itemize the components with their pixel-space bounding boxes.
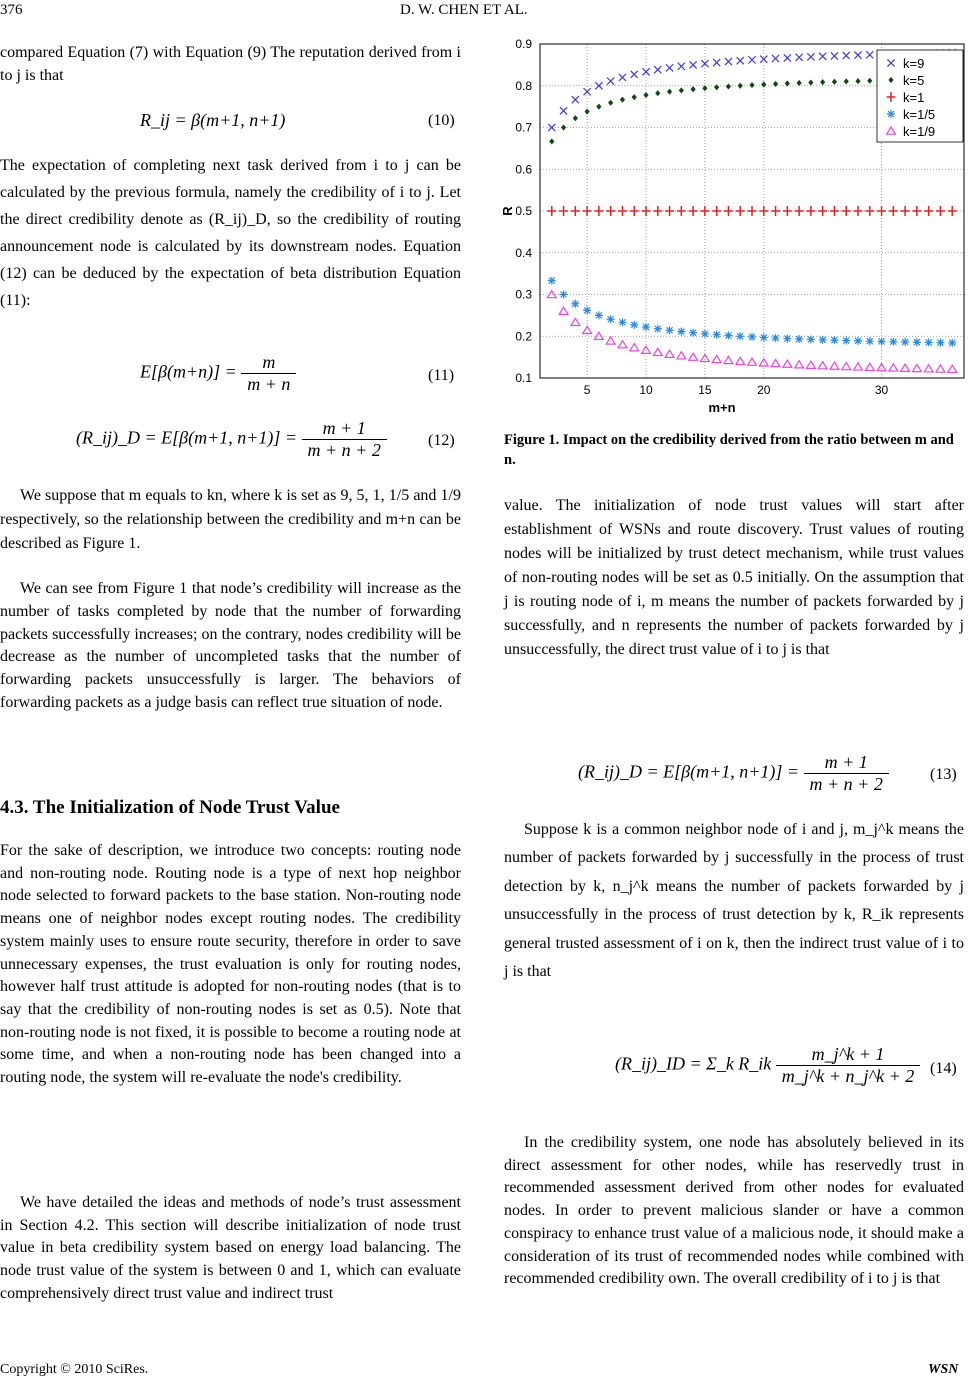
data-point [760,334,768,342]
data-point [677,328,685,336]
data-point [842,337,850,345]
data-point [772,334,780,342]
credibility-chart [500,36,965,456]
data-point [666,326,674,334]
right-paragraph-3: In the credibility system, one node has absolutely believed in its direct assessment for other nodes, while has reservedly trust in recommended assessment derived from other nodes for evaluated nodes. In order to prevent malicious slander or have a common conspiracy to enhance trust value of a malicious node, it should make a consideration of its trust of recommended nodes while combined with recommended credibility own. The overall credibility of i to j is that [504,1134,964,1288]
equation-11-fraction [241,352,296,395]
legend-marker [887,110,895,118]
data-point [571,300,579,308]
left-paragraph-1: compared Equation (7) with Equation (9) The reputation derived from i to j is that [0,44,461,84]
equation-13-number: (13) [930,766,957,783]
left-paragraph-6: We have detailed the ideas and methods of node’s trust assessment in Section 4.2. This section will describe initialization of node trust value in beta credibility system based on energy load balancing. The node trust value of the system is between 0 and 1, which can evaluate comprehensively direct trust value and indirect trust [0,1194,461,1302]
section-heading: 4.3. The Initialization of Node Trust Value [0,797,340,818]
equation-14-fraction [776,1044,920,1087]
right-paragraph-2: Suppose k is a common neighbor node of i and j, m_j^k means the number of packets forwarded by j successfully in the process of trust detection by k, n_j^k means the number of packets forwarded by j unsuccessfully in the process of trust detection by k, R_ik represents general trusted assessment of i on k, then the indirect trust value of i to j is that [504,821,964,981]
page-number: 376 [0,2,23,18]
data-point [889,338,897,346]
data-point [595,311,603,319]
data-point [807,335,815,343]
footer-copyright: Copyright © 2010 SciRes. [0,1362,149,1377]
y-tick-label: 0.4 [515,245,532,260]
data-point [936,339,944,347]
data-point [654,325,662,333]
data-point [630,321,638,329]
x-axis-label: m+n [708,400,736,415]
data-point [724,332,732,340]
left-paragraph-4: We can see from Figure 1 that node’s credibility will increase as the number of tasks completed by node that the number of forwarding packets successfully increases; on the contrary, nodes credibility will be decrease as the number of uncompleted tasks that the number of forwarding packets unsuccessfully is larger. The behaviors of forwarding packets as a judge basis can reflect true situation of node. [0,580,461,711]
x-tick-label: 10 [639,383,653,397]
data-point [913,338,921,346]
y-tick-label: 0.8 [515,78,532,93]
legend-label: k=1/9 [903,124,936,139]
y-tick-label: 0.2 [515,329,532,344]
equation-11-number: (11) [428,367,455,384]
data-point [713,331,721,339]
equation-11-numerator: m [241,352,296,374]
legend-label: k=1 [903,90,925,105]
right-paragraph-1: value. The initialization of node trust values will start after establishment of WSNs and route discovery. Trust values of routing nodes will be initialized by trust detect mechanism, while trust values of non-routing nodes will be set as 0.5 initially. On the assumption that j is routing node of i, m means the number of packets forwarded by j successfully, and n represents the number of packets forwarded by j unsuccessfully, the direct trust value of i to j is that [504,497,964,658]
data-point [642,323,650,331]
equation-13 [578,752,889,795]
equation-12-denominator: m + n + 2 [307,440,381,460]
data-point [701,330,709,338]
x-tick-label: 30 [874,383,889,397]
data-point [783,335,791,343]
y-tick-label: 0.3 [515,287,532,302]
equation-13-numerator: m + 1 [804,752,889,774]
x-tick-label: 5 [583,383,591,397]
x-tick-label: 15 [698,383,712,397]
legend-label: k=1/5 [903,107,936,122]
equation-14-number: (14) [930,1060,957,1077]
data-point [878,337,886,345]
data-point [854,337,862,345]
left-paragraph-5: For the sake of description, we introduce two concepts: routing node and non-routing node. Routing node is a type of next hop neighbor node selected to forward packets to the base station. Non-routing node means one of neighbor nodes except routing nodes. The credibility system mainly uses to ensure route security, therefore in order to save unnecessary expenses, the trust evaluation is only for routing nodes, however half trust attitude is adopted for non-routing nodes (that is to say that the credibility of non-routing nodes is set as 0.5). Note that non-routing node is not fixed, it is possible to become a routing node at some time, and when a non-routing node has been changed into a routing node, the system will re-evaluate the node's credibility. [0,842,461,1087]
equation-14-numerator: m_j^k + 1 [776,1044,920,1066]
equation-13-denominator: m + n + 2 [809,774,883,794]
legend-label: k=9 [903,56,925,71]
y-tick-label: 0.9 [515,37,532,51]
equation-12-fraction [302,418,387,461]
y-axis-label: R [500,206,515,216]
y-tick-label: 0.6 [515,162,532,177]
figure-caption: Figure 1. Impact on the credibility derived from the ratio between m and n. [504,432,954,468]
data-point [901,338,909,346]
y-tick-label: 0.7 [515,120,532,135]
y-tick-label: 0.1 [515,371,532,385]
data-point [618,318,626,326]
data-point [560,291,568,299]
equation-12 [76,418,387,461]
equation-10: R_ij = β(m+1, n+1) [140,110,286,130]
data-point [583,306,591,314]
equation-12-numerator: m + 1 [302,418,387,440]
data-point [925,338,933,346]
data-point [948,339,956,347]
data-point [736,332,744,340]
data-point [748,333,756,341]
data-point [548,277,556,285]
equation-12-number: (12) [428,432,455,449]
running-title: D. W. CHEN ET AL. [400,2,528,18]
equation-14 [615,1044,920,1087]
equation-11-denominator: m + n [247,374,291,394]
equation-14-denominator: m_j^k + n_j^k + 2 [781,1066,915,1086]
data-point [795,335,803,343]
data-point [830,336,838,344]
equation-14-lhs: (R_ij)_ID = Σ_k R_ik [615,1053,772,1074]
equation-11-lhs: E[β(m+n)] = [140,361,237,382]
left-paragraph-3: We suppose that m equals to kn, where k is set as 9, 5, 1, 1/5 and 1/9 respectively, so the relationship between the credibility and m+n can be described as Figure 1. [0,487,461,552]
equation-10-number: (10) [428,112,455,129]
data-point [607,315,615,323]
equation-13-lhs: (R_ij)_D = E[β(m+1, n+1)] = [578,761,800,782]
equation-12-lhs: (R_ij)_D = E[β(m+1, n+1)] = [76,427,298,448]
x-tick-label: 20 [757,383,771,397]
footer-journal: WSN [928,1362,959,1377]
data-point [866,337,874,345]
legend-label: k=5 [903,73,925,88]
left-paragraph-2: The expectation of completing next task derived from i to j can be calculated by the previous formula, namely the credibility of i to j. Let the direct credibility denote as (R_ij)_D, so the credibility of routing announcement node is calculated by its downstream nodes. Equation (12) can be deduced by the expectation of beta distribution Equation (11): [0,157,461,309]
equation-13-fraction [804,752,889,795]
data-point [819,336,827,344]
equation-11 [140,352,296,395]
data-point [689,329,697,337]
y-tick-label: 0.5 [515,204,532,218]
